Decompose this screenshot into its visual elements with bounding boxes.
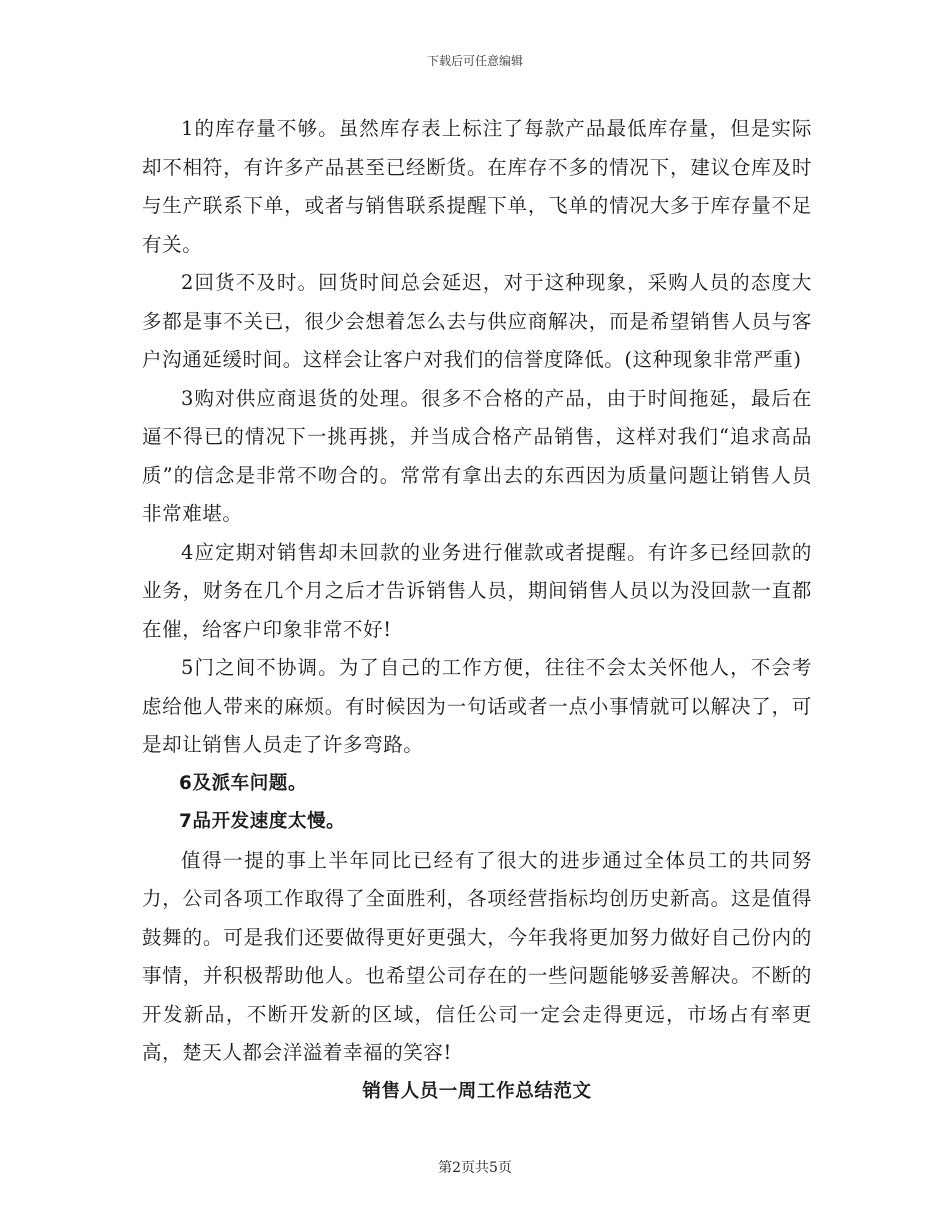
paragraph-4: 4应定期对销售却未回款的业务进行催款或者提醒。有许多已经回款的业务，财务在几个月之后才告诉销售人员，期间销售人员以为没回款一直都在催，给客户印象非常不好!: [142, 540, 812, 641]
paragraph-1: 1的库存量不够。虽然库存表上标注了每款产品最低库存量，但是实际却不相符，有许多产品甚至已经断货。在库存不多的情况下，建议仓库及时与生产联系下单，或者与销售联系提醒下单，飞单的情况大多于库存量不足有关。: [142, 117, 812, 256]
paragraph-5: 5门之间不协调。为了自己的工作方便，往往不会太关怀他人，不会考虑给他人带来的麻烦。有时候因为一句话或者一点小事情就可以解决了，可是却让销售人员走了许多弯路。: [142, 656, 812, 756]
bold-item-6: 6及派车问题。: [179, 772, 308, 794]
page-footer: 第2页共5页: [438, 1160, 512, 1176]
document-body: [142, 110, 812, 1111]
page-header: 下载后可任意编辑: [426, 54, 523, 68]
closing-paragraph: 值得一提的事上半年同比已经有了很大的进步通过全体员工的共同努力，公司各项工作取得了全面胜利，各项经营指标均创历史新高。这是值得鼓舞的。可是我们还要做得更好更强大，今年我将更加努力做好自己份内的事情，并积极帮助他人。也希望公司存在的一些问题能够妥善解决。不断的开发新品，不断开发新的区域，信任公司一定会走得更远，市场占有率更高，楚天人都会洋溢着幸福的笑容!: [142, 848, 812, 1064]
section-title: 销售人员一周工作总结范文: [362, 1080, 592, 1102]
bold-item-7: 7品开发速度太慢。: [179, 811, 346, 832]
paragraph-2: 2回货不及时。回货时间总会延迟，对于这种现象，采购人员的态度大多都是事不关已，很少会想着怎么去与供应商解决，而是希望销售人员与客户沟通延缓时间。这样会让客户对我们的信誉度降低。(这种现象非常严重): [142, 271, 812, 371]
paragraph-3: 3购对供应商退货的处理。很多不合格的产品，由于时间拖延，最后在逼不得已的情况下一挑再挑，并当成合格产品销售，这样对我们“追求高品质”的信念是非常不吻合的。常常有拿出去的东西因为质量问题让销售人员非常难堪。: [142, 386, 812, 525]
